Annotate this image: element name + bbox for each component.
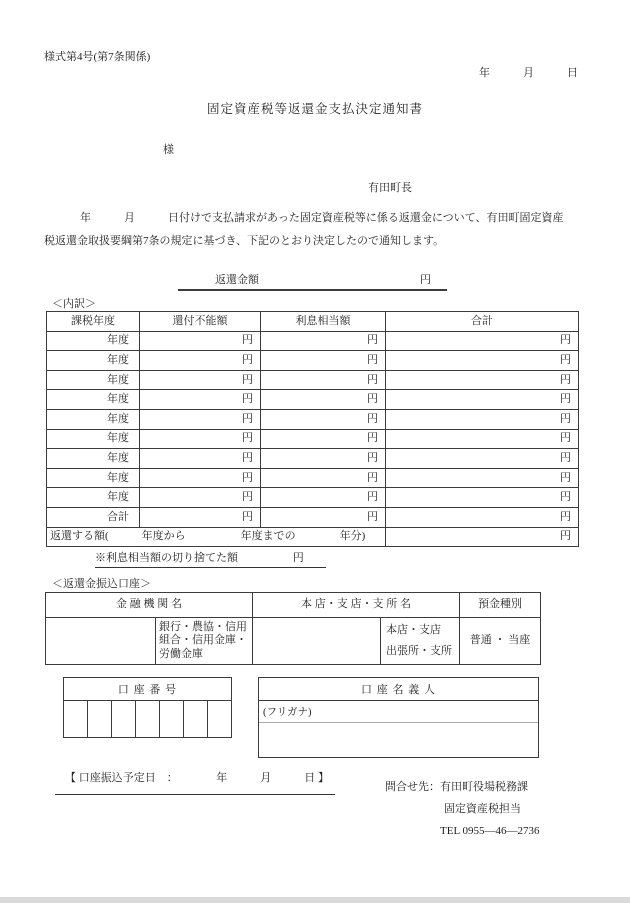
refund-amount-unit: 円 [420, 274, 431, 286]
branch-types-line2: 出張所・支所 [386, 644, 452, 657]
breakdown-section-label: ＜内訳＞ [52, 298, 96, 310]
total-cell: 円 [386, 507, 579, 527]
page-bottom-edge [0, 897, 630, 903]
refund-amount-line [178, 271, 447, 291]
refund-total-row [47, 527, 579, 547]
breakdown-header-row [47, 312, 579, 332]
contact-line3: TEL 0955—46—2736 [440, 825, 540, 837]
account-number-cell [64, 701, 88, 737]
account-number-cell [136, 701, 160, 737]
year-cell: 年度 [47, 331, 140, 351]
total-cell: 円 [386, 429, 579, 449]
total-cell: 円 [386, 331, 579, 351]
institution-name-blank [46, 618, 156, 665]
refund-cell: 円 [140, 390, 261, 410]
account-number-cell [160, 701, 184, 737]
sender-name: 有田町長 [368, 182, 412, 194]
account-holder-header: 口 座 名 義 人 [259, 678, 538, 701]
interest-cell: 円 [261, 351, 386, 371]
refund-amount-label: 返還金額 [215, 274, 259, 286]
breakdown-table [46, 311, 579, 547]
account-number-cell [184, 701, 208, 737]
interest-cell: 円 [261, 488, 386, 508]
page-title: 固定資産税等返還金支払決定通知書 [206, 102, 423, 116]
interest-cell: 円 [261, 390, 386, 410]
col-header-interest: 利息相当額 [261, 312, 386, 332]
account-number-cells [64, 701, 231, 737]
note-unit: 円 [292, 552, 304, 564]
refund-cell: 円 [140, 409, 261, 429]
year-cell: 年度 [47, 429, 140, 449]
refund-cell: 円 [140, 331, 261, 351]
refund-cell: 円 [140, 468, 261, 488]
table-row [47, 390, 579, 410]
total-cell: 円 [386, 409, 579, 429]
contact-line1: 問合せ先：有田町役場税務課 [385, 781, 528, 793]
branch-types-line1: 本店・支店 [386, 624, 441, 636]
account-number-cell [208, 701, 231, 737]
year-cell: 年度 [47, 370, 140, 390]
refund-cell: 円 [140, 429, 261, 449]
total-row [47, 507, 579, 527]
interest-cell: 円 [261, 331, 386, 351]
refund-cell: 円 [140, 449, 261, 469]
body-paragraph [44, 207, 581, 252]
branch-name-blank [253, 618, 381, 665]
refund-cell: 円 [140, 351, 261, 371]
total-cell: 円 [386, 449, 579, 469]
refund-total-range: 返還する額( 年度から 年度までの 年分) [47, 527, 386, 547]
branch-types [381, 618, 460, 665]
body-line-2: 税返還金取扱要綱第7条の規定に基づき、下記のとおり決定したので通知します。 [44, 234, 445, 247]
table-row [47, 449, 579, 469]
interest-cell: 円 [261, 449, 386, 469]
institution-types: 銀行・農協・信用組合・信用金庫・労働金庫 [156, 618, 253, 665]
note-label: ※利息相当額の切り捨てた額 [95, 552, 238, 564]
body-line-1: 年 月 日付けで支払請求があった固定資産税等に係る返還金について、有田町固定資産 [80, 212, 564, 224]
account-number-cell [88, 701, 112, 737]
institution-header: 金 融 機 関 名 [46, 593, 253, 618]
year-cell: 年度 [47, 449, 140, 469]
account-holder-name-blank [259, 723, 538, 757]
bank-body-row [46, 618, 541, 665]
col-header-total: 合計 [386, 312, 579, 332]
issue-date-blank: 年 月 日 [479, 67, 578, 79]
table-row [47, 488, 579, 508]
table-row [47, 351, 579, 371]
furigana-label: (フリガナ) [259, 701, 538, 723]
total-cell: 円 [386, 468, 579, 488]
deposit-type-header: 預金種別 [460, 593, 541, 618]
addressee-honorific: 様 [163, 144, 174, 156]
year-cell: 年度 [47, 468, 140, 488]
refund-cell: 円 [140, 370, 261, 390]
transfer-date-line: 【 口座振込予定日 ： 年 月 日 】 [55, 769, 335, 795]
total-cell: 円 [386, 390, 579, 410]
refund-cell: 円 [140, 488, 261, 508]
total-cell: 円 [386, 351, 579, 371]
interest-cell: 円 [261, 429, 386, 449]
table-row [47, 409, 579, 429]
bank-account-table [45, 592, 541, 665]
table-row [47, 429, 579, 449]
branch-header: 本 店・支 店・支 所 名 [253, 593, 460, 618]
col-header-tax-year: 課税年度 [47, 312, 140, 332]
year-cell: 年度 [47, 390, 140, 410]
contact-line2: 固定資産税担当 [444, 803, 521, 815]
form-number: 様式第4号(第7条関係) [44, 51, 151, 63]
account-number-header: 口 座 番 号 [64, 678, 231, 701]
year-cell: 年度 [47, 409, 140, 429]
table-row [47, 331, 579, 351]
interest-cell: 円 [261, 370, 386, 390]
table-row [47, 468, 579, 488]
refund-total-unit: 円 [386, 527, 579, 547]
interest-cell: 円 [261, 409, 386, 429]
interest-cell: 円 [261, 507, 386, 527]
interest-rounding-note [95, 549, 326, 568]
total-cell: 円 [386, 370, 579, 390]
total-row-label: 合計 [47, 507, 140, 527]
account-holder-box [258, 677, 539, 758]
col-header-nonrefundable: 還付不能額 [140, 312, 261, 332]
refund-cell: 円 [140, 507, 261, 527]
account-number-box [63, 677, 232, 738]
year-cell: 年度 [47, 351, 140, 371]
deposit-types: 普通 ・ 当座 [460, 618, 541, 665]
bank-section-label: ＜返還金振込口座＞ [52, 578, 151, 590]
table-row [47, 370, 579, 390]
account-number-cell [112, 701, 136, 737]
year-cell: 年度 [47, 488, 140, 508]
total-cell: 円 [386, 488, 579, 508]
bank-header-row [46, 593, 541, 618]
interest-cell: 円 [261, 468, 386, 488]
contact-block [385, 776, 540, 842]
